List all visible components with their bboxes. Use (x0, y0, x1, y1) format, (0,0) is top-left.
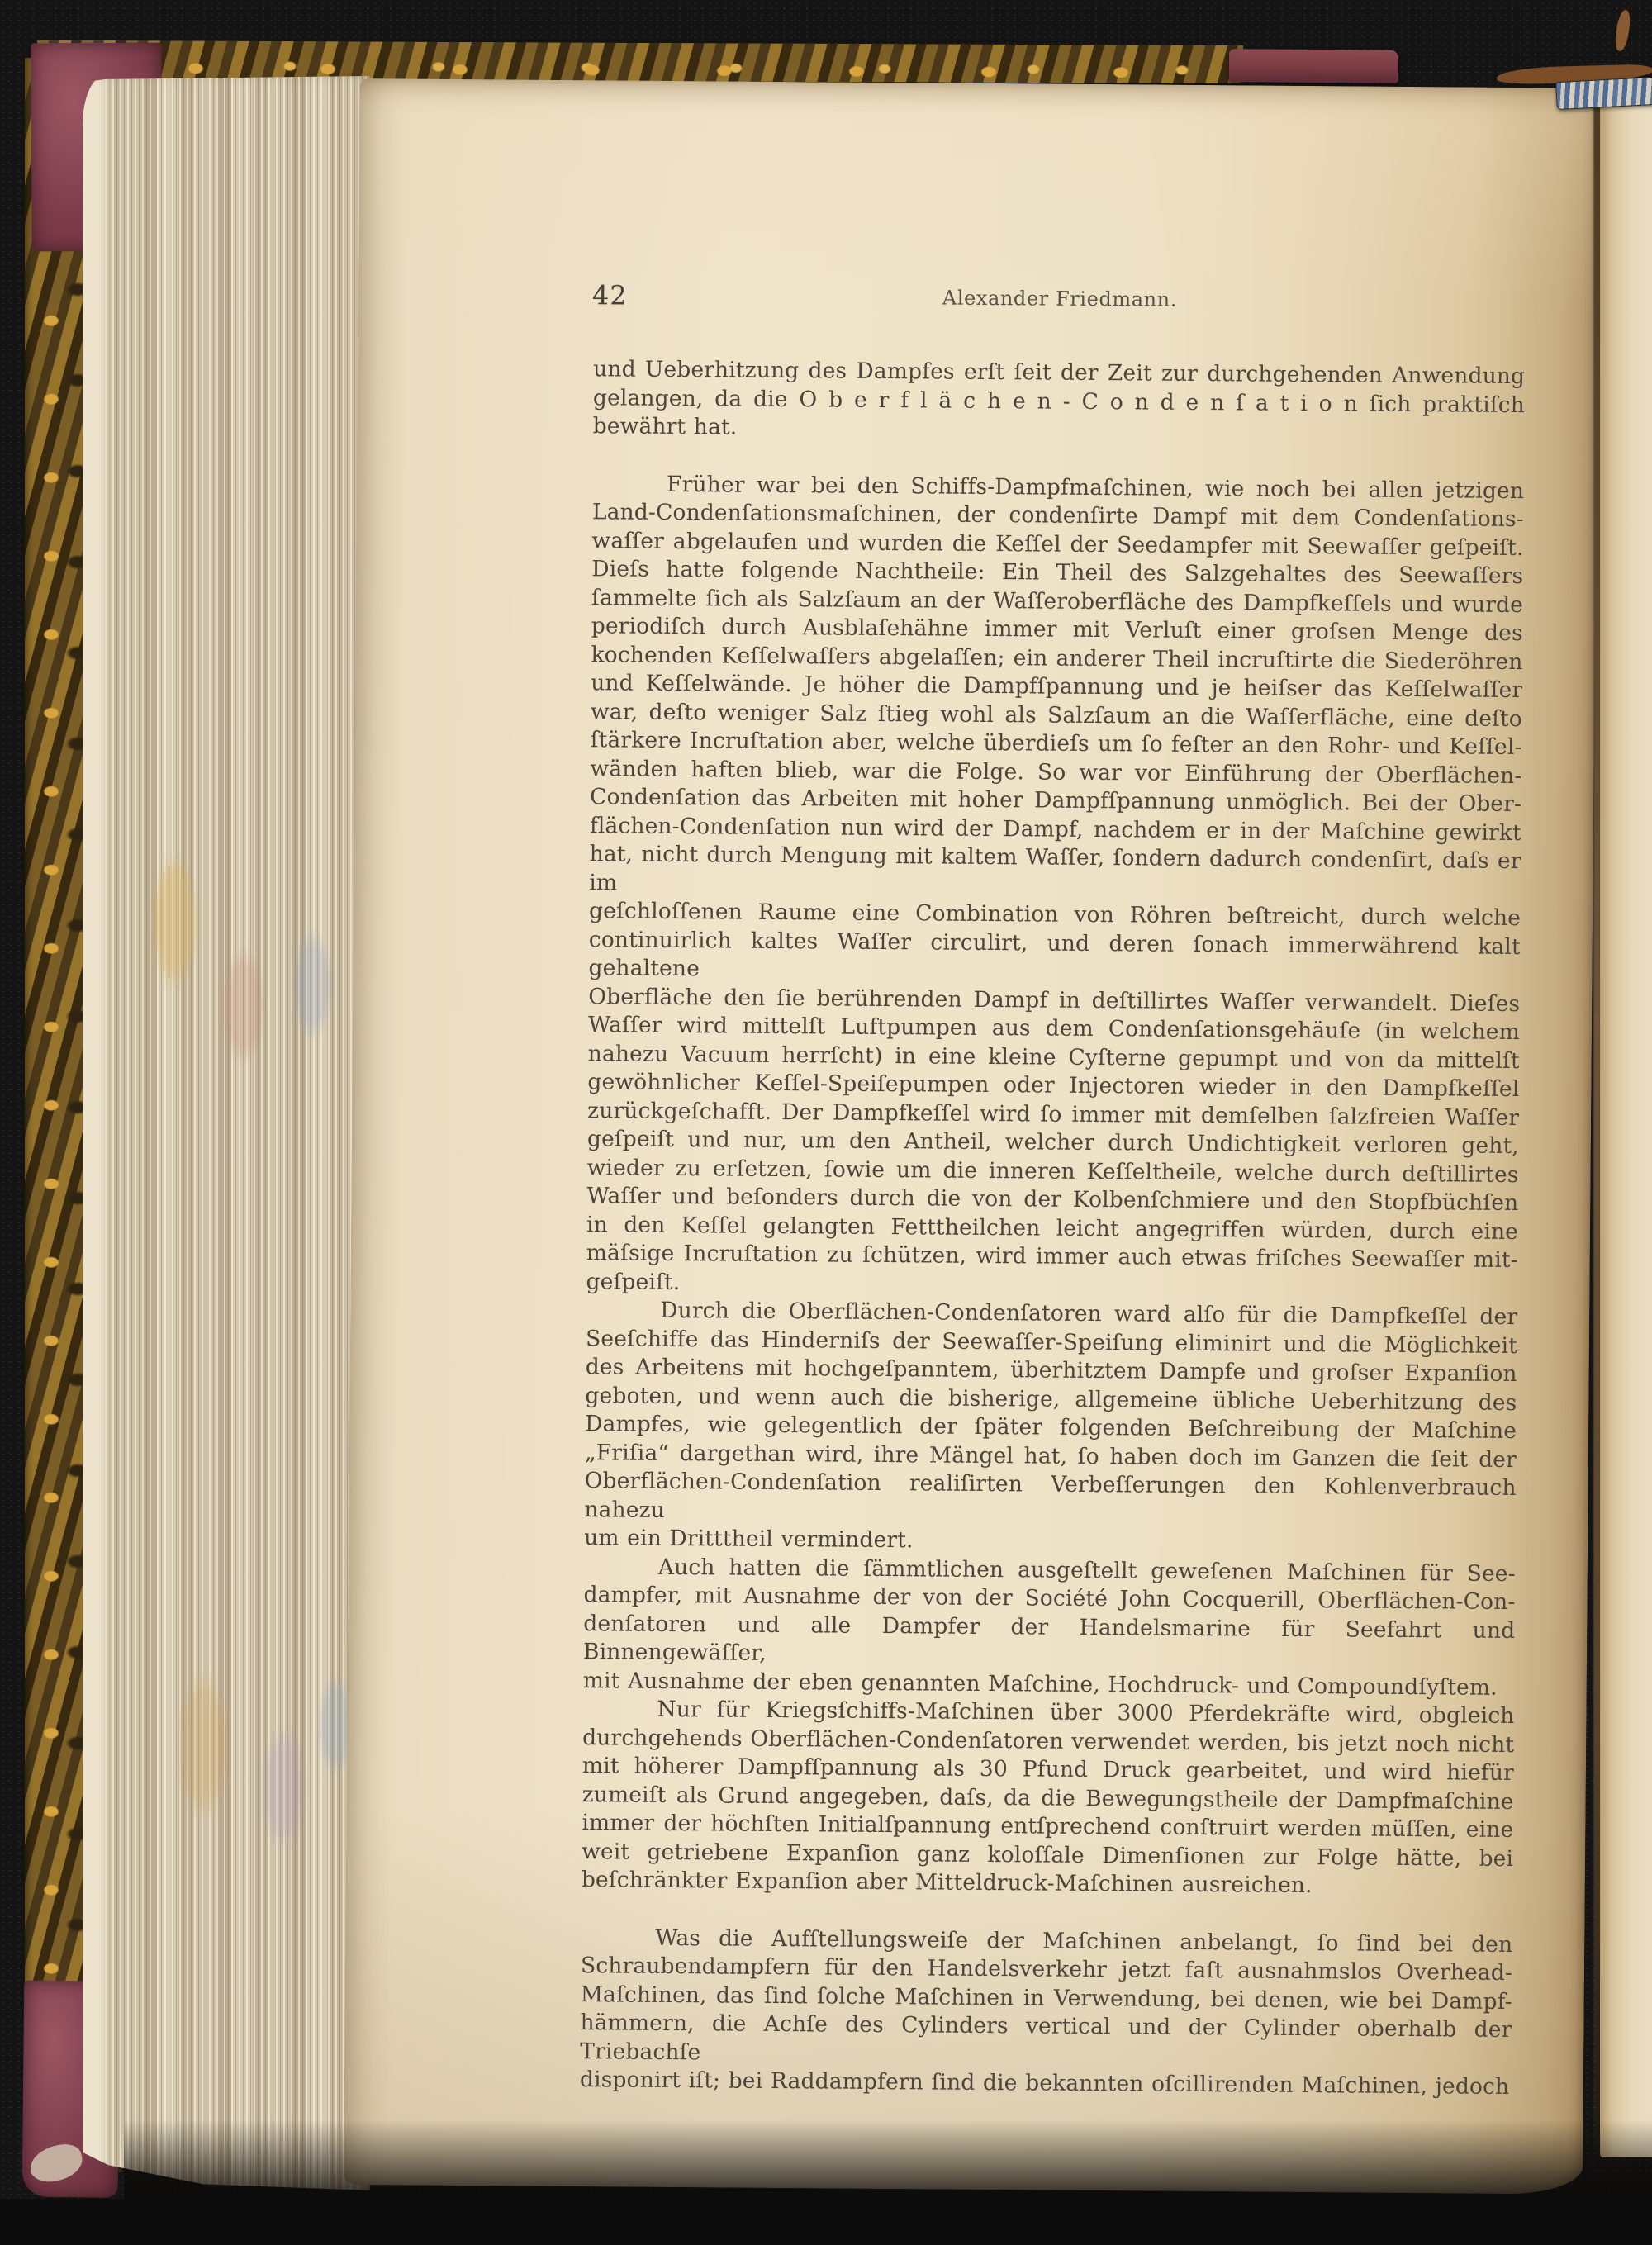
text-line: geboten, und wenn auch die bisherige, allgemeine übliche Ueberhitzung des (585, 1382, 1517, 1416)
text-line: nahezu Vacuum herrſcht) in eine kleine Cyſterne gepumpt und von da mittelſt (587, 1040, 1520, 1074)
paragraph (583, 1553, 1516, 1702)
paragraph (584, 1296, 1517, 1559)
text-line: mäſsige Incruſtation zu ſchützen, wird immer auch etwas friſches Seewaſſer mit- (586, 1240, 1518, 1274)
spine-headband (1555, 77, 1652, 110)
text-block (579, 279, 1526, 2100)
text-line: denſatoren und alle Dampfer der Handelsmarine für Seefahrt und Binnengewäſſer, (582, 1610, 1516, 1666)
text-line: flächen-Condenſation nun wird der Dampf, nachdem er in der Maſchine gewirkt (589, 812, 1521, 846)
text-line: continuirlich kaltes Waſſer circulirt, und deren ſonach immerwährend kalt gehaltene (588, 926, 1521, 982)
text-line: gewöhnlicher Keſſel-Speiſepumpen oder Injectoren wieder in den Dampfkeſſel (587, 1069, 1520, 1103)
bottom-background-band (0, 2199, 1652, 2245)
text-line: Waſſer und beſonders durch die von der Kolbenſchmiere und den Stopfbüchſen (586, 1183, 1519, 1217)
text-line: hämmern, die Achſe des Cylinders vertical und der Cylinder oberhalb der Triebachſe (580, 2010, 1512, 2065)
text-line: geſchloſſenen Raume eine Combination von Röhren beſtreicht, durch welche (588, 898, 1521, 932)
open-page (344, 78, 1599, 2195)
page-header (591, 279, 1526, 323)
text-line: Land-Condenſationsmaſchinen, der condenſirte Dampf mit dem Condenſations- (591, 499, 1524, 533)
text-line: des Arbeitens mit hochgeſpanntem, überhitztem Dampfe und groſser Expanſion (585, 1354, 1517, 1388)
text-line: um ein Dritttheil vermindert. (584, 1525, 914, 1554)
text-line: war, deſto weniger Salz ſtieg wohl als Salzſaum an die Waſſerfläche, eine deſto (590, 698, 1523, 732)
text-line: wänden haften blieb, war die Folge. So war vor Einführung der Oberflächen- (590, 755, 1522, 789)
text-line: Was die Aufſtellungsweiſe der Maſchinen anbelangt, ſo ſind bei den (655, 1925, 1513, 1958)
text-line: Maſchinen, das ſind ſolche Maſchinen in Verwendung, bei denen, wie bei Dampf- (580, 1981, 1512, 2015)
text-line: Dieſs hatte folgende Nachtheile: Ein Theil des Salzgehaltes des Seewaſſers (591, 556, 1524, 590)
text-line: Oberflächen-Condenſation realiſirten Verbeſſerungen den Kohlenverbrauch nahezu (584, 1468, 1517, 1523)
page-edge-stack (83, 76, 370, 2190)
text-line: Nur für Kriegsſchiffs-Maſchinen über 3000 Pferdekräfte wird, obgleich (657, 1696, 1515, 1730)
text-line: Früher war bei den Schiffs-Dampfmaſchinen, wie noch bei allen jetzigen (667, 471, 1525, 504)
text-line: disponirt iſt; bei Raddampfern ſind die bekannten oſcillirenden Maſchinen, jedoch (579, 2067, 1510, 2100)
text-line: mit Ausnahme der eben genannten Maſchine, Hochdruck- und Compoundſyſtem. (582, 1667, 1498, 1701)
text-line: Oberfläche den ſie berührenden Dampf in deſtillirtes Waſſer verwandelt. Dieſes (588, 983, 1521, 1017)
book-cover-top-edge (37, 40, 1243, 83)
text-line: mit höherer Dampfſpannung als 30 Pfund Druck gearbeitet, und wird hiefür (582, 1753, 1515, 1787)
text-line: hat, nicht durch Mengung mit kaltem Waſſer, ſondern dadurch condenſirt, daſs er im (589, 841, 1521, 895)
book-cover-top-spine-leather (1229, 49, 1398, 83)
text-line: „Friſia“ dargethan wird, ihre Mängel hat, ſo haben doch im Ganzen die ſeit der (584, 1439, 1517, 1473)
text-line: Dampfes, wie gelegentlich der ſpäter folgenden Beſchreibung der Maſchine (585, 1411, 1517, 1445)
text-line: und Ueberhitzung des Dampfes erſt ſeit der Zeit zur durchgehenden Anwendung (593, 356, 1526, 390)
text-line: zurückgeſchafft. Der Dampfkeſſel wird ſo immer mit demſelben ſalzfreien Waſſer (587, 1097, 1520, 1131)
text-line: geſpeiſt. (586, 1268, 681, 1295)
page-number: 42 (591, 279, 628, 311)
text-line: zumeiſt als Grund angegeben, daſs, da die Bewegungstheile der Dampfmaſchine (582, 1781, 1514, 1815)
text-line: beſchränkter Expanſion aber Mitteldruck-Maſchinen ausreichen. (581, 1867, 1313, 1899)
text-line: ſammelte ſich als Salzſaum an der Waſſeroberfläche des Dampfkeſſels und wurde (591, 584, 1524, 618)
text-line: durchgehends Oberflächen-Condenſatoren verwendet werden, bis jetzt noch nicht (582, 1724, 1515, 1758)
text-line: dampfer, mit Ausnahme der von der Société John Cocquerill, Oberflächen-Con- (583, 1582, 1516, 1616)
paragraph (582, 1695, 1515, 1901)
text-line: geſpeiſt und nur, um den Antheil, welcher durch Undichtigkeit verloren geht, (586, 1126, 1520, 1160)
paper-fragment-mark (1613, 9, 1632, 52)
facing-page-edge (1600, 93, 1652, 2157)
text-line: periodiſch durch Ausblaſehähne immer mit Verluſt einer groſsen Menge des (591, 613, 1523, 647)
text-line: Schraubendampfern für den Handelsverkehr jetzt faſt ausnahmslos Overhead- (580, 1953, 1513, 1986)
paragraph (586, 470, 1524, 1303)
fore-edge-marbling (83, 76, 370, 2190)
text-line: ſtärkere Incruſtation aber, welche überdieſs um ſo feſter an den Rohr- und Keſſel- (590, 727, 1522, 761)
text-line: Waſſer wird mittelſt Luftpumpen aus dem Condenſationsgehäuſe (in welchem (587, 1012, 1521, 1046)
text-line: Condenſation das Arbeiten mit hoher Dampfſpannung unmöglich. Bei der Ober- (590, 784, 1522, 818)
text-line: Seeſchiffe das Hinderniſs der Seewaſſer-Speiſung eliminirt und die Möglichkeit (585, 1325, 1518, 1359)
text-line: waſſer abgelaufen und wurden die Keſſel der Seedampfer mit Seewaſſer geſpeiſt. (591, 527, 1524, 561)
text-line: kochenden Keſſelwaſſers abgelaſſen; ein anderer Theil incruſtirte die Siederöhren (591, 641, 1523, 675)
text-line: wieder zu erſetzen, ſowie um die inneren Keſſeltheile, welche durch deſtillirtes (586, 1154, 1519, 1188)
text-line: in den Keſſel gelangten Fetttheilchen leicht angegriffen würden, durch eine (586, 1211, 1519, 1245)
text-line: und Keſſelwände. Je höher die Dampfſpannung und je heiſser das Keſſelwaſſer (591, 670, 1523, 704)
text-line: immer der höchſten Initialſpannung entſprechend conſtruirt werden müſſen, eine (582, 1810, 1514, 1844)
text-line: weit getriebene Expanſion ganz koloſſale Dimenſionen zur Folge hätte, bei (582, 1838, 1514, 1872)
text-line: Durch die Oberflächen-Condenſatoren ward alſo für die Dampfkeſſel der (660, 1297, 1518, 1331)
paragraph (580, 1924, 1513, 2102)
running-header: Alexander Friedmann. (942, 286, 1178, 311)
body-text (580, 355, 1526, 2101)
paragraph (593, 355, 1526, 448)
text-line: Auch hatten die ſämmtlichen ausgeſtellt geweſenen Maſchinen für See- (657, 1554, 1516, 1587)
text-line: gelangen, da die O b e r f l ä c h e n - C o n d e n ſ a t i o n ſich praktiſch bewährt hat. (592, 384, 1526, 440)
